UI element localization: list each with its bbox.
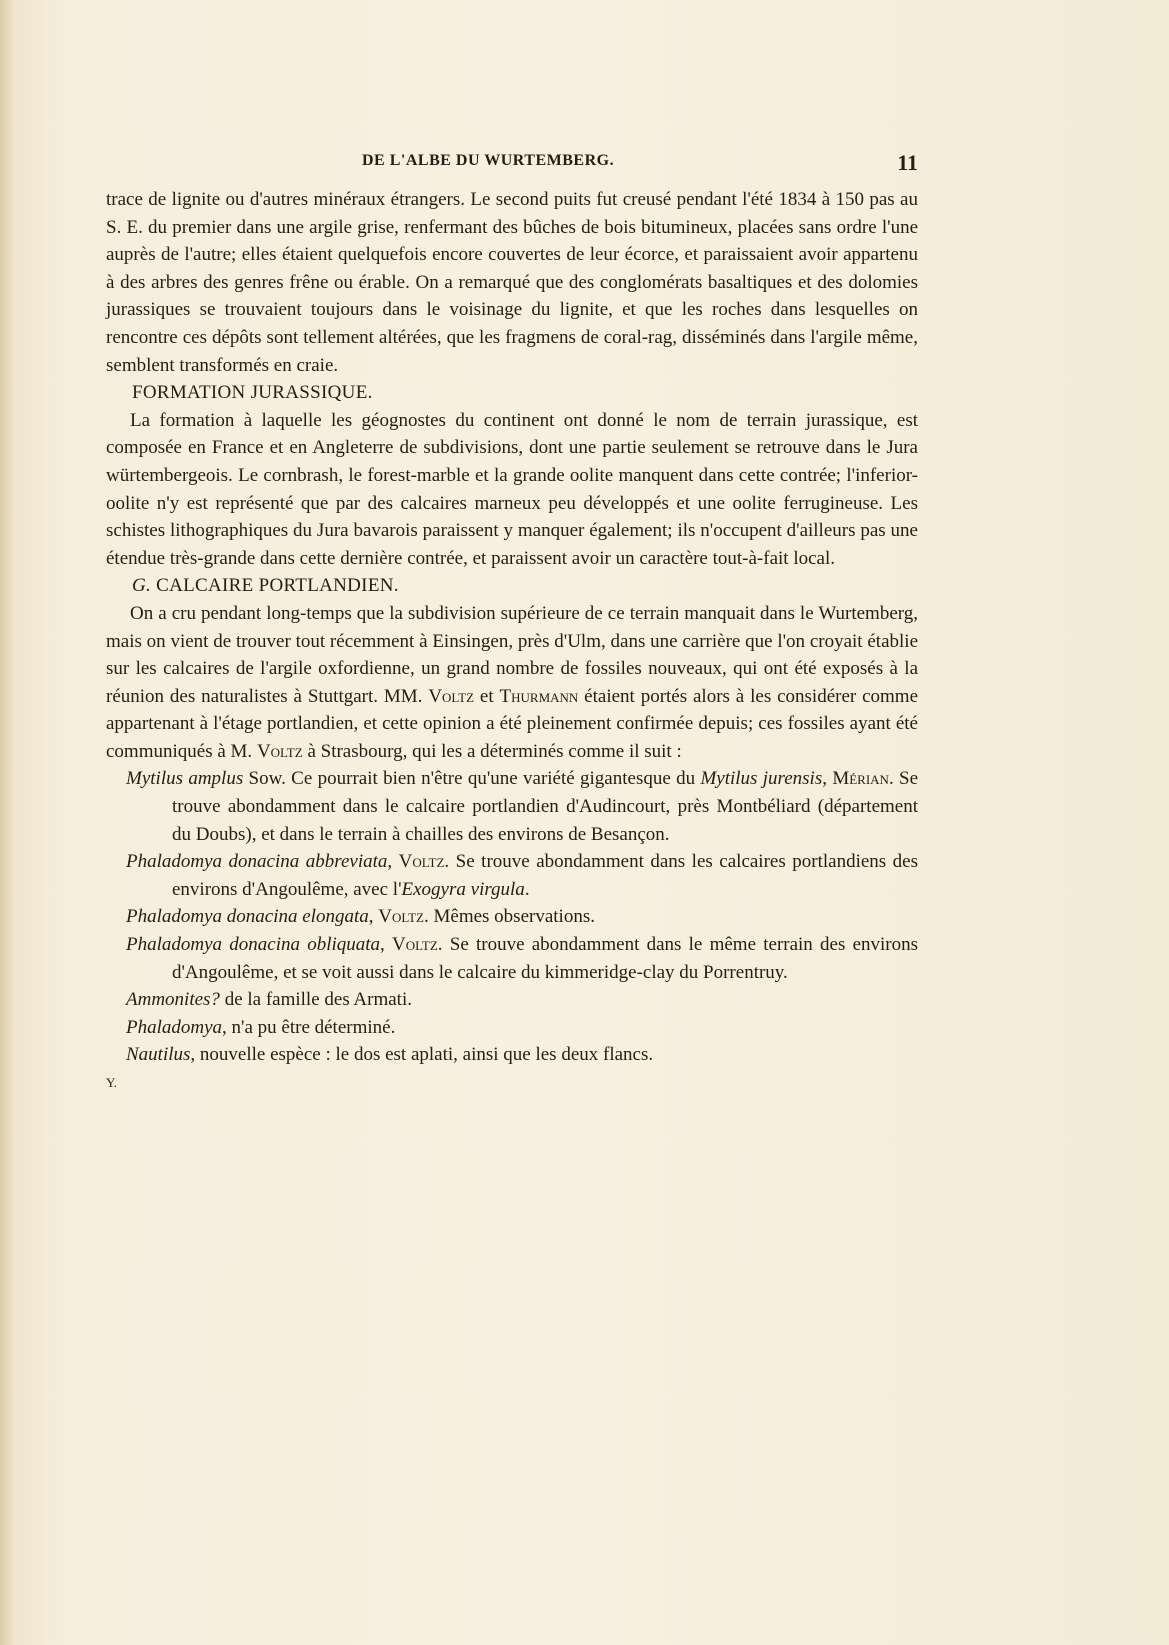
binding-edge <box>0 0 14 1645</box>
fossil-author: Voltz <box>392 934 438 956</box>
section-title: CALCAIRE PORTLANDIEN. <box>156 575 399 597</box>
paragraph-continued: trace de lignite ou d'autres minéraux étrangers. Le second puits fut creusé pendant l'été 1834 à 150 pas au S. E. du premier dans une argile grise, renfermant des bûches de bois bitumineux, placées sans ordre l'une auprès de l'autre; elles étaient quelquefois encore couvertes de leur écorce, et paraissaient avoir appartenu à des arbres des genres frêne ou érable. On a remarqué que des conglomérats basaltiques et des dolomies jurassiques se trouvaient toujours dans le voisinage du lignite, et que les roches dans lesquelles on rencontre ces dépôts sont tellement altérées, que les fragmens de coral-rag, disséminés dans l'argile même, semblent transformés en craie. <box>106 189 918 376</box>
fossil-name: Mytilus amplus <box>126 768 244 790</box>
fossil-author: Sow. <box>248 768 286 790</box>
fossil-entry-mytilus-amplus: Mytilus amplus Sow. Ce pourrait bien n'être qu'une variété gigantesque du Mytilus jurensis, Mérian. Se trouve abondamment dans le calcaire portlandien d'Audincourt, près Montbéliard (département du Doubs), et dans le terrain à chailles des environs de Besançon. <box>126 768 919 845</box>
fossil-entry-phaladomya-abbreviata: Phaladomya donacina abbreviata, Voltz. Se trouve abondamment dans les calcaires portlandiens des environs d'Angoulême, avec l'Exogyra virgula. <box>126 851 919 900</box>
paragraph-formation-jurassique: La formation à laquelle les géognostes du continent ont donné le nom de terrain jurassique, est composée en France et en Angleterre de subdivisions, dont une partie seulement se retrouve dans le Jura würtembergeois. Le cornbrash, le forest-marble et la grande oolite manquent dans cette contrée; l'inferior-oolite n'y est représenté que par des calcaires marneux peu développés et une oolite ferrugineuse. Les schistes lithographiques du Jura bavarois paraissent y manquer également; ils n'occupent d'ailleurs pas une étendue très-grande dans cette dernière contrée, et paraissent avoir un caractère tout-à-fait local. <box>106 409 918 569</box>
page-number: 11 <box>897 150 918 175</box>
fossil-name: Phaladomya donacina abbreviata <box>126 851 388 873</box>
fossil-name: Ammonites? <box>126 989 220 1011</box>
running-head: DE L'ALBE DU WURTEMBERG. <box>362 152 615 169</box>
section-heading-formation-jurassique: FORMATION JURASSIQUE. <box>132 382 373 404</box>
fossil-name: Phaladomya donacina obliquata <box>126 934 381 956</box>
author-name: Voltz <box>428 685 475 707</box>
fossil-entry-phaladomya-elongata: Phaladomya donacina elongata, Voltz. Mêmes observations. <box>126 906 595 928</box>
paragraph-calcaire-portlandien: On a cru pendant long-temps que la subdivision supérieure de ce terrain manquait dans le Wurtemberg, mais on vient de trouver tout récemment à Einsingen, près d'Ulm, dans une carrière que l'on croyait établie sur les calcaires de l'argile oxfordienne, un grand nombre de fossiles nouveaux, qui ont été exposés à la réunion des naturalistes à Stuttgart. MM. Voltz et Thurmann étaient portés alors à les considérer comme appartenant à l'étage portlandien, et cette opinion a été pleinement confirmée depuis; ces fossiles ayant été communiqués à M. Voltz à Strasbourg, qui les a déterminés comme il suit : <box>106 602 919 762</box>
fossil-entry-ammonites: Ammonites? de la famille des Armati. <box>126 989 412 1011</box>
fossil-author: Voltz <box>378 906 424 928</box>
fossil-name: Phaladomya donacina elongata <box>126 906 369 928</box>
signature-mark: Y. <box>106 1075 117 1090</box>
page-header <box>106 150 918 176</box>
fossil-reference: Exogyra virgula <box>401 878 525 900</box>
fossil-entry-phaladomya-obliquata: Phaladomya donacina obliquata, Voltz. Se trouve abondamment dans le même terrain des environs d'Angoulême, et se voit aussi dans le calcaire du kimmeridge-clay du Porrentruy. <box>126 934 919 983</box>
section-letter: G. <box>132 575 152 597</box>
fossil-reference-author: Mérian <box>832 768 889 790</box>
fossil-entry-phaladomya: Phaladomya, n'a pu être déterminé. <box>126 1016 396 1038</box>
fossil-author: Voltz <box>398 851 445 873</box>
section-heading-calcaire-portlandien <box>106 572 918 600</box>
fossil-name: Nautilus <box>126 1044 191 1066</box>
author-name: Voltz <box>256 740 303 762</box>
fossil-name: Phaladomya <box>126 1016 223 1038</box>
author-name: Thurmann <box>499 685 579 707</box>
page-body <box>106 186 918 1097</box>
fossil-entry-nautilus: Nautilus, nouvelle espèce : le dos est aplati, ainsi que les deux flancs. <box>126 1044 654 1066</box>
fossil-reference: Mytilus jurensis <box>700 768 823 790</box>
